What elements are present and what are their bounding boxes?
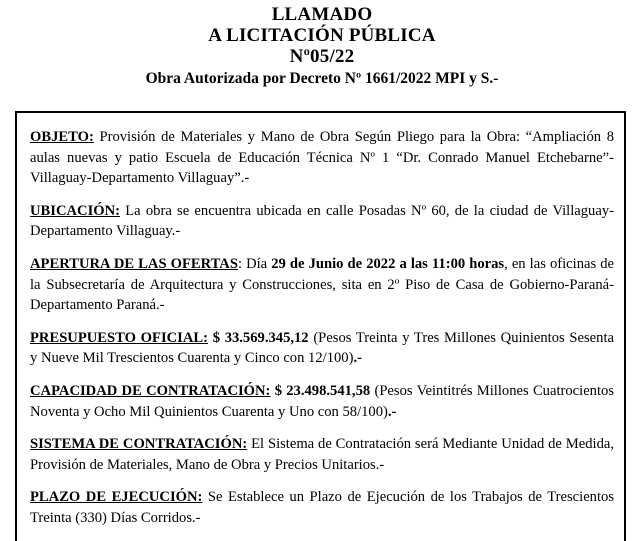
section-capacidad-end: .- bbox=[387, 403, 397, 420]
document-header bbox=[0, 4, 644, 89]
section-plazo bbox=[30, 487, 614, 528]
section-sistema-text: El Sistema de Contratación será Mediante Unidad de Medida, Provisión de Materiales, Mano de Obra y Precios Unitarios.- bbox=[30, 436, 614, 473]
section-apertura-text-after: , en las oficinas de la Subsecretaría de Arquitectura y Construcciones, sita en 2º Piso de Casa de Gobierno-Paraná-Departamento Paraná.- bbox=[30, 255, 614, 314]
section-presupuesto-end: .- bbox=[353, 350, 362, 367]
section-ubicacion bbox=[30, 201, 614, 242]
section-apertura-date: 29 de Junio de 2022 a las 11:00 horas bbox=[271, 255, 505, 272]
section-presupuesto-label: PRESUPUESTO OFICIAL: bbox=[30, 329, 208, 346]
section-ubicacion-text: La obra se encuentra ubicada en calle Posadas Nº 60, de la ciudad de Villaguay-Departamento Villaguay.- bbox=[30, 202, 614, 240]
section-apertura-text-before: : Día bbox=[237, 255, 272, 272]
details-box bbox=[15, 111, 626, 541]
section-apertura-label: APERTURA DE LAS OFERTAS bbox=[30, 255, 238, 272]
section-presupuesto bbox=[30, 328, 614, 369]
section-apertura bbox=[30, 254, 614, 316]
section-presupuesto-text: (Pesos Treinta y Tres Millones Quinientos Sesenta y Nueve Mil Trescientos Cuarenta y Cinco con 12/100) bbox=[30, 329, 614, 367]
section-objeto bbox=[30, 127, 614, 189]
section-capacidad-label: CAPACIDAD DE CONTRATACIÓN: bbox=[30, 382, 271, 399]
header-title-number: Nº05/22 bbox=[289, 46, 355, 67]
section-sistema-label: SISTEMA DE CONTRATACIÓN: bbox=[30, 436, 248, 453]
section-plazo-text: Se Establece un Plazo de Ejecución de los Trabajos de Trescientos Treinta (330) Días Corridos.- bbox=[30, 489, 615, 526]
section-plazo-label: PLAZO DE EJECUCIÓN: bbox=[30, 489, 203, 506]
header-title-llamado: LLAMADO bbox=[271, 4, 373, 25]
section-ubicacion-label: UBICACIÓN: bbox=[30, 202, 120, 219]
section-objeto-label: OBJETO: bbox=[30, 129, 94, 145]
details-content bbox=[30, 127, 614, 541]
header-decree: Obra Autorizada por Decreto Nº 1661/2022 MPI y S.- bbox=[145, 70, 499, 87]
section-sistema bbox=[30, 434, 614, 475]
section-capacidad-amount: $ 23.498.541,58 bbox=[270, 382, 371, 399]
section-objeto-text: Provisión de Materiales y Mano de Obra Según Pliego para la Obra: “Ampliación 8 aulas nuevas y patio Escuela de Educación Técnica Nº 1 “Dr. Conrado Manuel Etchebarne”-Villaguay-Departamento Villaguay”.- bbox=[30, 129, 614, 187]
header-title-licitacion: A LICITACIÓN PÚBLICA bbox=[208, 25, 436, 46]
section-presupuesto-amount: $ 33.569.345,12 bbox=[207, 329, 309, 346]
section-capacidad bbox=[30, 381, 614, 422]
section-capacidad-text: (Pesos Veintitrés Millones Cuatrocientos Noventa y Ocho Mil Quinientos Cuarenta y Uno con 58/100) bbox=[30, 382, 614, 420]
